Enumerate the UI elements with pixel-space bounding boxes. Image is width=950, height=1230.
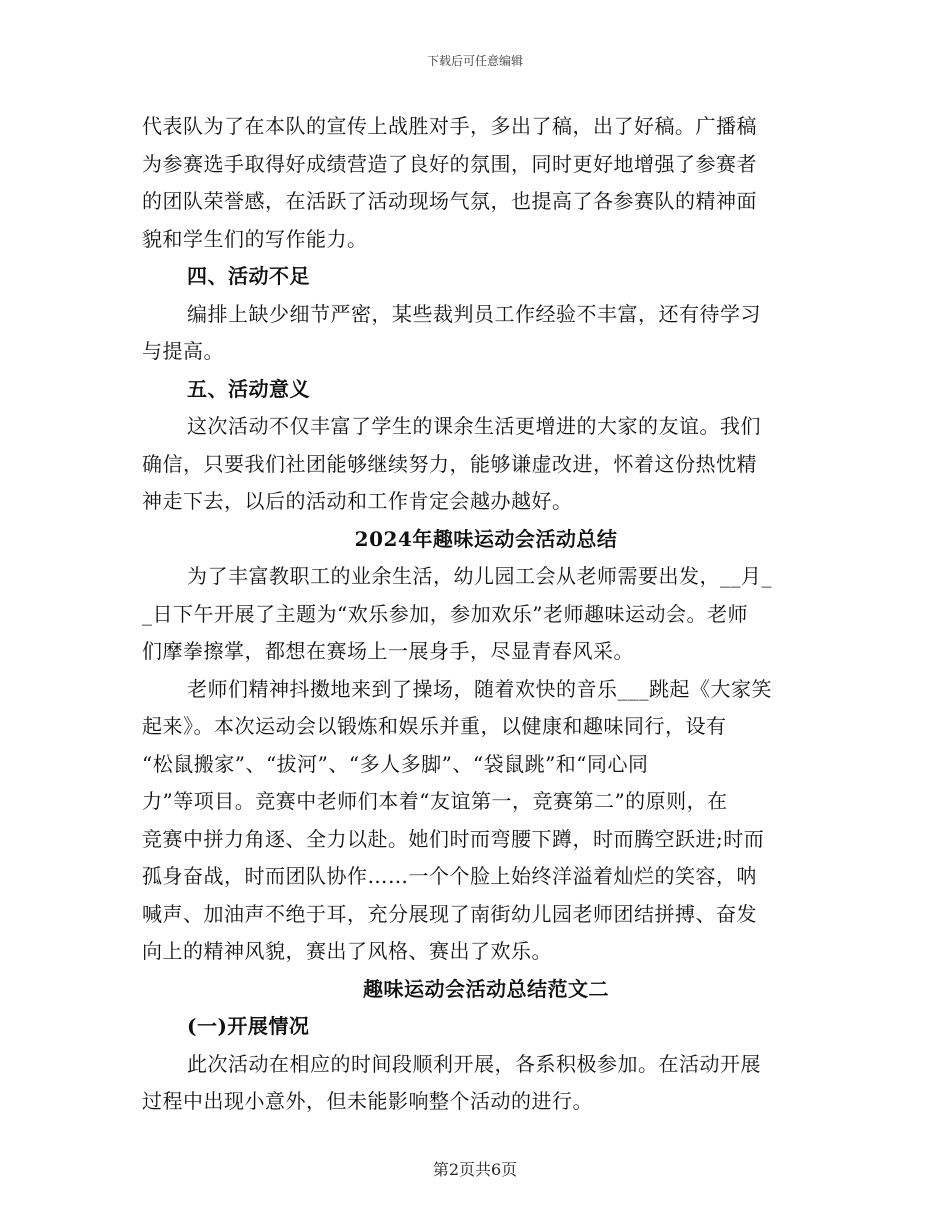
paragraph-line: 起来》。本次运动会以锻炼和娱乐并重，以健康和趣味同行，设有	[142, 714, 727, 738]
paragraph-line: 貌和学生们的写作能力。	[142, 226, 368, 251]
section-heading-shortcomings: 四、活动不足	[187, 264, 310, 288]
paragraph-line: 向上的精神风貌，赛出了风格、赛出了欢乐。	[142, 939, 552, 963]
paragraph-line: 的团队荣誉感，在活跃了活动现场气氛，也提高了各参赛队的精神面	[142, 189, 757, 213]
paragraph-line: 编排上缺少细节严密，某些裁判员工作经验不丰富，还有待学习	[187, 301, 761, 326]
page-header-note: 下载后可任意编辑	[426, 54, 523, 68]
paragraph-line: 代表队为了在本队的宣传上战胜对手，多出了稿，出了好稿。广播稿	[142, 114, 757, 138]
paragraph-line: 为参赛选手取得好成绩营造了良好的氛围，同时更好地增强了参赛者	[142, 151, 757, 176]
paragraph-line: 确信，只要我们社团能够继续努力，能够谦虚改进，怀着这份热忱精	[142, 451, 757, 476]
document-title-sample-two: 趣味运动会活动总结范文二	[363, 976, 609, 1001]
paragraph-line: “松鼠搬家”、“拔河”、“多人多脚”、“袋鼠跳”和“同心同	[142, 751, 649, 776]
paragraph-line: _日下午开展了主题为“欢乐参加，参加欢乐”老师趣味运动会。老师	[142, 601, 748, 626]
paragraph-line: 老师们精神抖擞地来到了操场，随着欢快的音乐___跳起《大家笑	[187, 676, 772, 701]
paragraph-line: 力”等项目。竞赛中老师们本着“友谊第一，竞赛第二”的原则，在	[142, 789, 728, 813]
paragraph-line: 这次活动不仅丰富了学生的课余生活更增进的大家的友谊。我们	[187, 414, 761, 438]
paragraph-line: 孤身奋战，时而团队协作……一个个脸上始终洋溢着灿烂的笑容，呐	[142, 864, 757, 888]
paragraph-line: 过程中出现小意外，但未能影响整个活动的进行。	[142, 1089, 593, 1113]
paragraph-line: 们摩拳擦掌，都想在赛场上一展身手，尽显青春风采。	[142, 639, 634, 663]
paragraph-line: 与提高。	[142, 339, 224, 363]
paragraph-line: 为了丰富教职工的业余生活，幼儿园工会从老师需要出发，__月_	[187, 564, 772, 588]
paragraph-line: 喊声、加油声不绝于耳，充分展现了南街幼儿园老师团结拼搏、奋发	[142, 901, 757, 926]
section-heading-progress: (一)开展情况	[187, 1014, 310, 1038]
paragraph-line: 神走下去，以后的活动和工作肯定会越办越好。	[142, 489, 573, 513]
document-body	[142, 108, 812, 1121]
paragraph-line: 竞赛中拼力角逐、全力以赴。她们时而弯腰下蹲，时而腾空跃进;时而	[142, 826, 765, 851]
document-title-2024-summary: 2024年趣味运动会活动总结	[354, 526, 618, 551]
paragraph-line: 此次活动在相应的时间段顺利开展，各系积极参加。在活动开展	[187, 1051, 761, 1076]
section-heading-significance: 五、活动意义	[187, 376, 310, 401]
page-number: 第2页共6页	[432, 1160, 518, 1179]
